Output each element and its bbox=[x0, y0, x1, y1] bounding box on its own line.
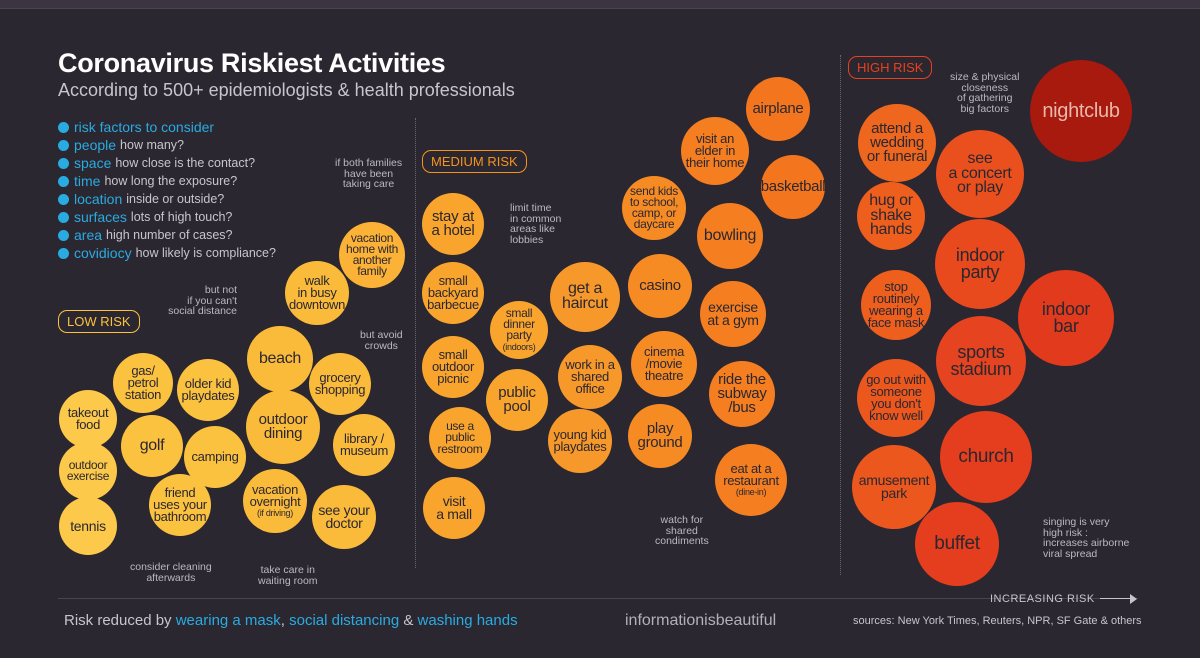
activity-label-line: /movie bbox=[645, 356, 683, 372]
activity-label-line: casino bbox=[639, 277, 681, 295]
activity-label-line: pool bbox=[503, 398, 531, 415]
activity-bubble bbox=[857, 359, 935, 437]
activity-label-line: elder in bbox=[694, 143, 736, 159]
activity-label-line: grocery bbox=[319, 370, 361, 386]
activity-bubble bbox=[700, 281, 766, 347]
activity-label-line: their home bbox=[685, 154, 745, 170]
note-line: afterwards bbox=[146, 571, 196, 584]
note-singing bbox=[1043, 517, 1129, 560]
activity-bubble bbox=[333, 414, 395, 476]
note-line: lobbies bbox=[510, 234, 544, 247]
activity-label-line: restaurant bbox=[723, 472, 779, 488]
risk-factors-list bbox=[58, 118, 276, 262]
activity-label-line: bathroom bbox=[153, 508, 207, 524]
note-line: increases airborne bbox=[1043, 537, 1130, 550]
activity-bubble bbox=[709, 361, 775, 427]
high-risk-tag: HIGH RISK bbox=[848, 56, 932, 79]
activity-label-line: dinner bbox=[503, 316, 535, 331]
activity-label-line: amusement bbox=[858, 472, 930, 489]
activity-label-line: play bbox=[646, 420, 674, 438]
activity-bubble bbox=[486, 369, 548, 431]
activity-label-line: vacation bbox=[350, 230, 394, 245]
activity-label-line: camp, or bbox=[631, 206, 677, 220]
activity-label-line: know well bbox=[869, 407, 923, 423]
activity-label-line: gas/ bbox=[131, 363, 155, 379]
activity-label-line: park bbox=[880, 485, 908, 501]
sources-note: sources: New York Times, Reuters, NPR, SF Gate & others bbox=[853, 615, 1142, 627]
location-icon bbox=[58, 194, 69, 205]
space-icon bbox=[58, 158, 69, 169]
activity-label-line: or funeral bbox=[866, 147, 928, 165]
activity-label-line: home with bbox=[346, 241, 398, 256]
activity-label-line: at a gym bbox=[707, 312, 759, 328]
activity-bubble bbox=[936, 130, 1024, 218]
activity-bubble bbox=[940, 411, 1032, 503]
activity-label-line: ground bbox=[637, 434, 683, 451]
note-line: singing is very bbox=[1043, 516, 1110, 528]
activity-bubble bbox=[490, 301, 548, 359]
activity-label-line: go out with bbox=[866, 372, 926, 388]
activity-label-line: sports bbox=[957, 342, 1005, 363]
activity-bubble bbox=[422, 336, 484, 398]
activity-label-line: hands bbox=[869, 221, 913, 239]
activity-label-line: visit bbox=[442, 493, 466, 510]
note-line: if both families bbox=[335, 157, 403, 169]
activity-label-line: work in a bbox=[565, 357, 615, 373]
activity-bubble bbox=[697, 203, 763, 269]
head-icon bbox=[58, 248, 69, 259]
activity-label-line: subway bbox=[717, 385, 767, 403]
factor-item: location inside or outside? bbox=[58, 190, 276, 208]
factor-item: surfaces lots of high touch? bbox=[58, 208, 276, 226]
activity-bubble bbox=[423, 477, 485, 539]
activity-label-line: walk bbox=[304, 273, 330, 289]
activity-label-line: a mall bbox=[436, 506, 472, 522]
note-line: closeness bbox=[961, 81, 1009, 94]
activity-label-line: wearing a bbox=[869, 303, 923, 318]
activity-label-line: theatre bbox=[644, 367, 684, 383]
activity-bubble bbox=[550, 262, 620, 332]
note-line: viral spread bbox=[1043, 548, 1098, 561]
activity-label-line: outdoor bbox=[432, 359, 474, 375]
activity-label-line: petrol bbox=[127, 375, 159, 391]
activity-bubble bbox=[247, 326, 313, 392]
note-line: social distance bbox=[168, 305, 237, 318]
activity-label-line: vacation bbox=[251, 481, 299, 497]
page-subtitle: According to 500+ epidemiologists & health professionals bbox=[58, 80, 515, 100]
note-line: in common bbox=[510, 212, 562, 225]
activity-bubble bbox=[628, 404, 692, 468]
activity-bubble bbox=[1030, 60, 1132, 162]
activity-label-line: indoor bbox=[1041, 299, 1091, 320]
low-risk-tag: LOW RISK bbox=[58, 310, 140, 333]
medium-risk-tag: MEDIUM RISK bbox=[422, 150, 527, 173]
activity-label-line: someone bbox=[870, 384, 922, 400]
activity-label-line: a hotel bbox=[431, 222, 475, 239]
activity-bubble bbox=[915, 502, 999, 586]
factor-item: area high number of cases? bbox=[58, 226, 276, 244]
note-limit-time bbox=[510, 203, 561, 246]
activity-bubble bbox=[429, 407, 491, 469]
activity-label-line: bowling bbox=[703, 226, 757, 244]
note-line: waiting room bbox=[258, 574, 318, 587]
activity-label-line: church bbox=[958, 446, 1014, 468]
activity-label-line: get a bbox=[567, 280, 603, 298]
activity-label-line: shake bbox=[870, 206, 912, 224]
activity-label-line: dining bbox=[263, 425, 303, 442]
note-line: if you can't bbox=[187, 294, 237, 307]
increasing-risk-label: INCREASING RISK bbox=[990, 593, 1095, 605]
activity-bubble bbox=[309, 353, 371, 415]
washing-highlight: washing hands bbox=[417, 612, 518, 629]
increasing-risk-arrow bbox=[1100, 598, 1134, 599]
activity-label-line: cinema bbox=[643, 344, 685, 360]
note-line: but not bbox=[204, 284, 237, 296]
note-line: limit time bbox=[510, 202, 552, 214]
activity-bubble bbox=[339, 222, 405, 288]
activity-label-line: /bus bbox=[728, 398, 756, 416]
activity-label-line: visit an bbox=[695, 131, 735, 147]
divider-low-medium bbox=[415, 118, 416, 568]
divider-medium-high bbox=[840, 55, 841, 575]
note-families bbox=[335, 158, 402, 190]
top-bar bbox=[0, 0, 1200, 9]
activity-label-line: use a bbox=[446, 419, 474, 434]
activity-label-line: shopping bbox=[314, 382, 366, 397]
activity-label-line: to school, bbox=[629, 194, 679, 209]
clock-icon bbox=[58, 176, 69, 187]
note-line: consider cleaning bbox=[130, 561, 212, 573]
note-line: big factors bbox=[960, 103, 1009, 116]
activity-label-line: tennis bbox=[70, 517, 106, 534]
activity-label-line: airplane bbox=[752, 100, 804, 118]
activity-bubble bbox=[59, 442, 117, 500]
note-avoid-crowds bbox=[360, 330, 403, 351]
activity-label-line: basketball bbox=[760, 178, 826, 196]
mask-highlight: wearing a mask bbox=[175, 612, 281, 629]
activity-label-line: overnight bbox=[249, 493, 301, 509]
note-line: watch for bbox=[660, 514, 704, 526]
note-line: areas like bbox=[510, 223, 555, 236]
note-condiments bbox=[655, 515, 709, 547]
activity-label-line: camping bbox=[191, 449, 239, 465]
note-line: have been bbox=[344, 167, 394, 180]
note-cleaning bbox=[130, 562, 212, 583]
activity-sublabel: (dine-in) bbox=[735, 487, 767, 498]
factor-item: space how close is the contact? bbox=[58, 154, 276, 172]
activity-label-line: party bbox=[960, 262, 1000, 282]
activity-label-line: face mask bbox=[867, 314, 925, 330]
activity-label-line: party bbox=[506, 328, 532, 343]
activity-bubble bbox=[548, 409, 612, 473]
activity-label-line: outdoor bbox=[258, 411, 308, 429]
activity-label-line: doctor bbox=[325, 515, 363, 531]
globe-icon bbox=[58, 230, 69, 241]
activity-bubble bbox=[852, 445, 936, 529]
note-line: but avoid bbox=[360, 329, 403, 341]
footer-risk-reduction: Risk reduced by wearing a mask, social distancing & washing hands bbox=[64, 612, 518, 629]
activity-label-line: another bbox=[352, 253, 392, 267]
activity-bubble bbox=[935, 219, 1025, 309]
activity-label-line: shared bbox=[571, 369, 609, 385]
note-line: condiments bbox=[655, 535, 709, 548]
note-line: high risk : bbox=[1043, 526, 1088, 539]
activity-label-line: a concert bbox=[948, 164, 1012, 182]
note-line: taking care bbox=[342, 178, 395, 191]
activity-label-line: playdates bbox=[553, 439, 607, 454]
activity-label-line: or play bbox=[957, 179, 1003, 197]
activity-label-line: see your bbox=[318, 502, 370, 519]
hand-icon bbox=[58, 212, 69, 223]
activity-label-line: you don't bbox=[871, 396, 921, 411]
activity-bubble bbox=[59, 497, 117, 555]
activity-bubble bbox=[312, 485, 376, 549]
activity-label-line: restroom bbox=[437, 441, 483, 456]
note-line: shared bbox=[665, 524, 698, 537]
people-icon bbox=[58, 140, 69, 151]
activity-label-line: send kids bbox=[630, 183, 678, 198]
activity-bubble bbox=[184, 426, 246, 488]
activity-label-line: haircut bbox=[562, 295, 608, 312]
note-social-distance bbox=[157, 285, 237, 317]
activity-bubble bbox=[936, 316, 1026, 406]
activity-bubble bbox=[422, 262, 484, 324]
activity-label-line: office bbox=[575, 380, 605, 396]
activity-label-line: wedding bbox=[870, 134, 924, 152]
activity-label-line: exercise bbox=[66, 469, 110, 483]
activity-label-line: ride the bbox=[718, 371, 766, 389]
page-title: Coronavirus Riskiest Activities bbox=[58, 48, 446, 78]
activity-label-line: downtown bbox=[288, 296, 346, 312]
brand-logo: informationisbeautiful bbox=[625, 612, 777, 629]
activity-label-line: stadium bbox=[950, 359, 1012, 379]
activity-label-line: in busy bbox=[297, 285, 337, 301]
note-waiting-room bbox=[258, 565, 318, 586]
activity-bubble bbox=[746, 77, 810, 141]
activity-bubble bbox=[113, 353, 173, 413]
note-size-closeness bbox=[950, 72, 1019, 115]
activity-bubble bbox=[422, 193, 484, 255]
activity-label-line: routinely bbox=[872, 291, 920, 307]
activity-bubble bbox=[622, 176, 686, 240]
activity-label-line: small bbox=[505, 305, 533, 320]
activity-bubble bbox=[558, 345, 622, 409]
distancing-highlight: social distancing bbox=[289, 612, 400, 629]
activity-label-line: see bbox=[967, 149, 993, 167]
activity-label-line: nightclub bbox=[1042, 99, 1120, 122]
factor-item: covidiocy how likely is compliance? bbox=[58, 244, 276, 262]
activity-label-line: library / bbox=[344, 431, 384, 447]
activity-bubble bbox=[628, 254, 692, 318]
activity-label-line: buffet bbox=[934, 533, 980, 555]
activity-label-line: eat at a bbox=[730, 460, 772, 476]
activity-label-line: family bbox=[357, 264, 387, 279]
activity-label-line: public bbox=[498, 384, 536, 402]
activity-bubble bbox=[59, 390, 117, 448]
activity-label-line: small bbox=[438, 273, 468, 289]
activity-label-line: exercise bbox=[708, 299, 758, 316]
activity-label-line: public bbox=[445, 430, 475, 445]
activity-bubble bbox=[761, 155, 825, 219]
activity-label-line: food bbox=[75, 417, 101, 432]
note-line: take care in bbox=[260, 564, 315, 576]
activity-label-line: museum bbox=[339, 443, 389, 458]
activity-label-line: backyard bbox=[427, 285, 479, 301]
activity-label-line: hug or bbox=[869, 191, 913, 209]
activity-bubble bbox=[243, 469, 307, 533]
activity-label-line: stop bbox=[884, 279, 908, 295]
activity-bubble bbox=[285, 261, 349, 325]
activity-sublabel: (if driving) bbox=[257, 508, 293, 519]
activity-bubble bbox=[715, 444, 787, 516]
activity-label-line: uses your bbox=[153, 497, 207, 513]
activity-label-line: playdates bbox=[181, 388, 235, 403]
activity-sublabel: (indoors) bbox=[502, 342, 536, 353]
footer-divider bbox=[58, 598, 1138, 599]
activity-bubble bbox=[858, 104, 936, 182]
note-line: crowds bbox=[364, 339, 398, 352]
activity-label-line: bar bbox=[1053, 316, 1079, 336]
factor-item: people how many? bbox=[58, 136, 276, 154]
activity-bubble bbox=[631, 331, 697, 397]
activity-bubble bbox=[857, 182, 925, 250]
activity-bubble bbox=[177, 359, 239, 421]
activity-label-line: outdoor bbox=[68, 457, 108, 472]
activity-label-line: station bbox=[124, 386, 162, 402]
activity-label-line: picnic bbox=[437, 370, 469, 386]
activity-label-line: small bbox=[438, 347, 468, 363]
activity-label-line: barbecue bbox=[427, 296, 479, 312]
activity-label-line: attend a bbox=[871, 120, 923, 138]
note-line: size & physical bbox=[950, 71, 1020, 83]
risk-factors-heading: risk factors to consider bbox=[58, 118, 276, 136]
activity-bubble bbox=[681, 117, 749, 185]
activity-label-line: older kid bbox=[184, 376, 232, 392]
activity-label-line: young kid bbox=[553, 427, 607, 443]
activity-label-line: daycare bbox=[633, 217, 675, 232]
activity-label-line: beach bbox=[258, 349, 302, 367]
activity-label-line: takeout bbox=[67, 405, 109, 421]
activity-label-line: indoor bbox=[955, 245, 1005, 266]
activity-bubble bbox=[246, 390, 320, 464]
activity-label-line: friend bbox=[164, 485, 196, 501]
virus-icon bbox=[58, 122, 69, 133]
activity-label-line: golf bbox=[139, 436, 165, 454]
activity-bubble bbox=[861, 270, 931, 340]
activity-bubble bbox=[121, 415, 183, 477]
factor-item: time how long the exposure? bbox=[58, 172, 276, 190]
activity-label-line: stay at bbox=[431, 208, 475, 226]
activity-bubble bbox=[1018, 270, 1114, 366]
arrow-head-icon bbox=[1130, 594, 1137, 604]
note-line: of gathering bbox=[956, 92, 1013, 105]
